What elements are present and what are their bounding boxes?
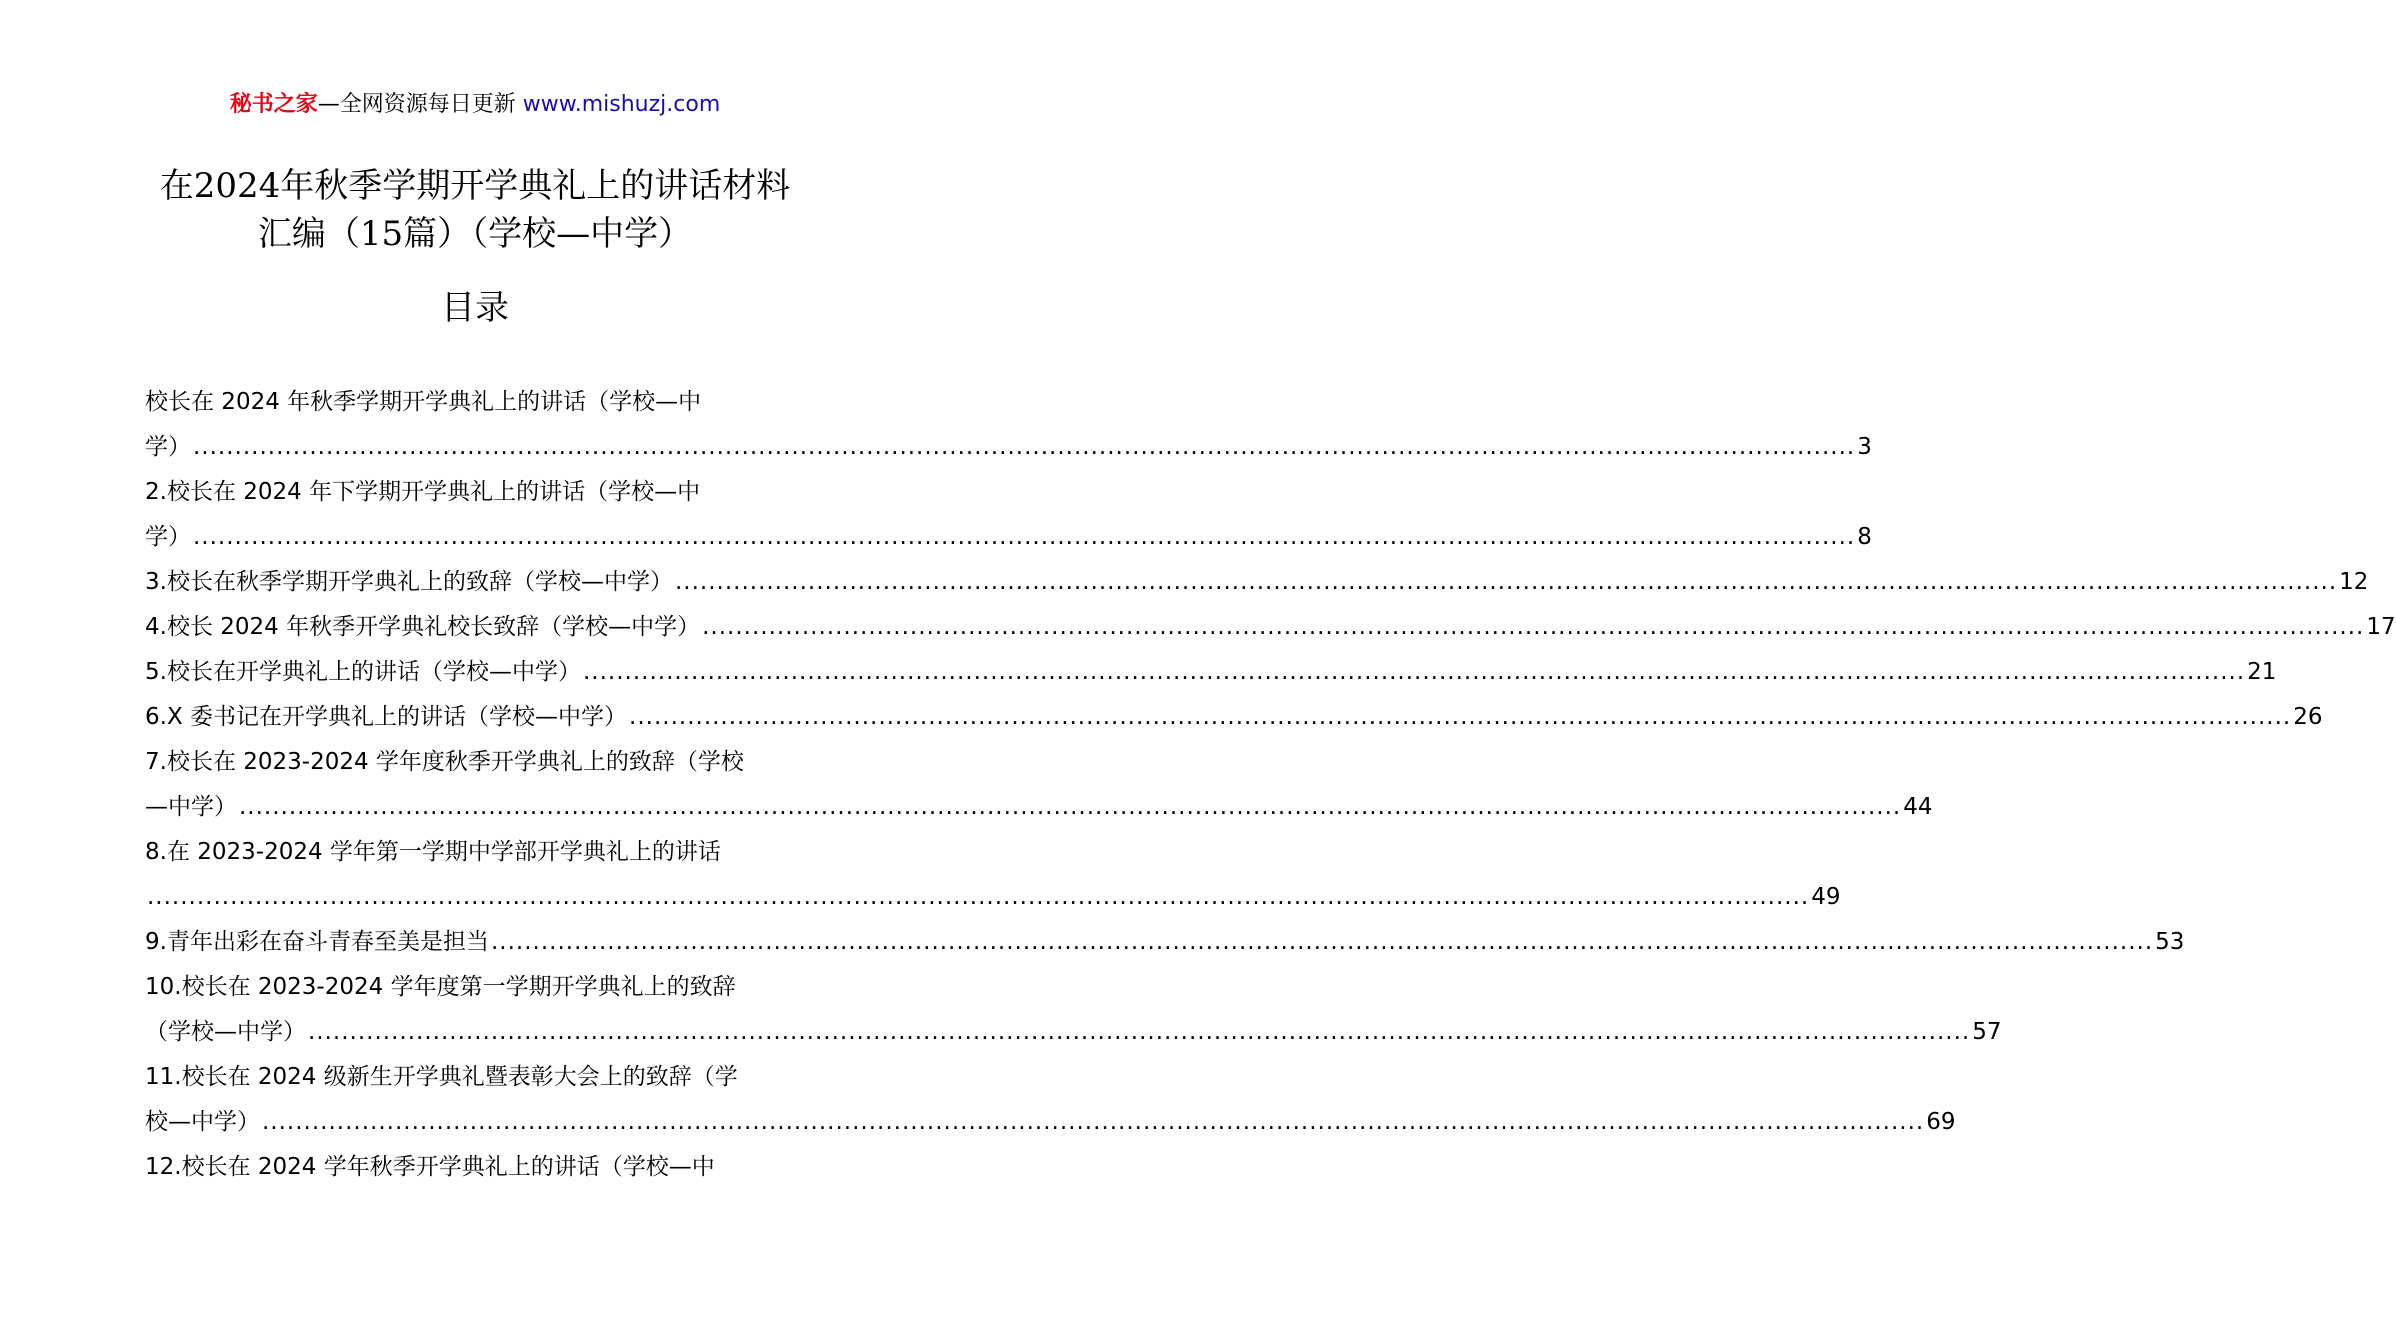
toc-entry-title: 10.校长在 2023-2024 学年度第一学期开学典礼上的致辞: [145, 974, 736, 1000]
toc-entry-leader-row: [145, 605, 2396, 650]
toc-dot-leader: ........................................................................................................................................................................................................: [582, 659, 2246, 685]
document-title: [0, 162, 950, 258]
toc-entry-leader-row: [145, 695, 2323, 740]
toc-dot-leader: ........................................................................................................................................................................................................: [629, 704, 2292, 730]
toc-entry-title: 校长在 2024 年秋季学期开学典礼上的讲话（学校—中: [145, 389, 702, 415]
toc-entry[interactable]: [145, 470, 1872, 560]
table-of-contents: [145, 380, 2396, 1190]
toc-entry-leader-row: [145, 425, 1872, 470]
toc-entry-title: 2.校长在 2024 年下学期开学典礼上的讲话（学校—中: [145, 479, 701, 505]
toc-entry-title-tail: 5.校长在开学典礼上的讲话（学校—中学）: [145, 659, 581, 685]
title-line-1: 在2024年秋季学期开学典礼上的讲话材料: [159, 166, 791, 206]
toc-entry-title: 11.校长在 2024 级新生开学典礼暨表彰大会上的致辞（学: [145, 1064, 738, 1090]
toc-dot-leader: ........................................................................................................................................................................................................: [147, 884, 1810, 910]
toc-entry[interactable]: [145, 650, 2277, 695]
toc-dot-leader: ........................................................................................................................................................................................................: [239, 794, 1902, 820]
toc-entry-title-tail: 校—中学）: [145, 1109, 260, 1135]
toc-entry-leader-row: [145, 515, 1872, 560]
toc-entry-leader-row: [145, 560, 2369, 605]
toc-entry-leader-row: [145, 1010, 2002, 1055]
toc-entry[interactable]: [145, 1055, 1956, 1145]
toc-page-number: 69: [1926, 1109, 1956, 1135]
toc-dot-leader: ........................................................................................................................................................................................................: [193, 524, 1856, 550]
toc-page-number: 3: [1857, 434, 1872, 460]
toc-entry-leader-row: [145, 875, 1841, 920]
toc-page-number: 8: [1857, 524, 1872, 550]
toc-page-number: 21: [2247, 659, 2277, 685]
toc-entry-title-tail: （学校—中学）: [145, 1019, 306, 1045]
toc-page-number: 53: [2155, 929, 2185, 955]
toc-entry[interactable]: [145, 830, 1841, 920]
toc-entry-title: 8.在 2023-2024 学年第一学期中学部开学典礼上的讲话: [145, 839, 721, 865]
toc-entry-title-tail: 学）: [145, 434, 191, 460]
toc-entry[interactable]: [145, 605, 2396, 650]
toc-entry[interactable]: [145, 695, 2323, 740]
toc-entry-title-tail: 3.校长在秋季学期开学典礼上的致辞（学校—中学）: [145, 569, 673, 595]
toc-entry[interactable]: [145, 920, 2185, 965]
toc-dot-leader: ........................................................................................................................................................................................................: [702, 614, 2365, 640]
toc-page-number: 12: [2339, 569, 2369, 595]
toc-entry-title: 12.校长在 2024 学年秋季开学典礼上的讲话（学校—中: [145, 1154, 715, 1180]
toc-entry-title-tail: —中学）: [145, 794, 237, 820]
toc-dot-leader: ........................................................................................................................................................................................................: [308, 1019, 1971, 1045]
brand-name: 秘书之家: [229, 92, 318, 117]
site-header: [0, 90, 950, 120]
toc-entry[interactable]: [145, 1145, 805, 1190]
toc-dot-leader: ........................................................................................................................................................................................................: [262, 1109, 1925, 1135]
toc-entry-leader-row: [145, 650, 2277, 695]
toc-entry-title-tail: 学）: [145, 524, 191, 550]
toc-dot-leader: ........................................................................................................................................................................................................: [490, 929, 2154, 955]
toc-entry-leader-row: [145, 920, 2185, 965]
toc-heading: 目录: [441, 288, 509, 328]
toc-entry[interactable]: [145, 740, 1933, 830]
toc-page-number: 26: [2293, 704, 2323, 730]
toc-entry-title-tail: 6.X 委书记在开学典礼上的讲话（学校—中学）: [145, 704, 628, 730]
toc-page-number: 17: [2366, 614, 2396, 640]
toc-dot-leader: ........................................................................................................................................................................................................: [193, 434, 1856, 460]
toc-entry-leader-row: [145, 785, 1933, 830]
toc-entry-title-tail: 9.青年出彩在奋斗青春至美是担当: [145, 929, 489, 955]
toc-entry[interactable]: [145, 965, 2002, 1055]
toc-entry[interactable]: [145, 380, 1872, 470]
toc-entry-title-tail: 4.校长 2024 年秋季开学典礼校长致辞（学校—中学）: [145, 614, 701, 640]
site-url-link[interactable]: www.mishuzj.com: [522, 92, 721, 117]
toc-entry[interactable]: [145, 560, 2369, 605]
title-line-2: 汇编（15篇）（学校—中学）: [257, 214, 693, 254]
toc-entry-title: 7.校长在 2023-2024 学年度秋季开学典礼上的致辞（学校: [145, 749, 744, 775]
toc-page-number: 49: [1811, 884, 1841, 910]
toc-entry-leader-row: [145, 1100, 1956, 1145]
toc-dot-leader: ........................................................................................................................................................................................................: [674, 569, 2338, 595]
tagline: —全网资源每日更新: [317, 92, 523, 117]
toc-page-number: 44: [1903, 794, 1933, 820]
toc-page-number: 57: [1972, 1019, 2002, 1045]
